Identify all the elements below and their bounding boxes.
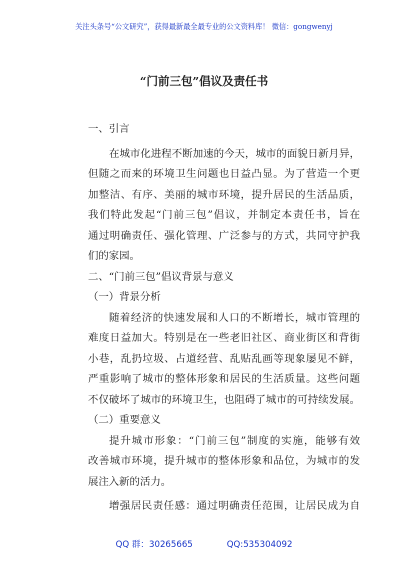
paragraph-line: 但随之而来的环境卫生问题也日益凸显。为了营造一个更 xyxy=(88,168,360,180)
section-heading-background: 二、“门前三包”倡议背景与意义 xyxy=(88,270,234,283)
paragraph-line: 小巷，乱扔垃圾、占道经营、乱贴乱画等现象屡见不鲜， xyxy=(88,352,360,365)
paragraph-line: 展注入新的活力。 xyxy=(88,475,172,488)
section-heading-introduction: 一、引言 xyxy=(88,123,130,135)
subsection-heading-significance: （二）重要意义 xyxy=(88,414,161,426)
paragraph-line: 不仅破坏了城市的环境卫生，也阻碍了城市的可持续发展。 xyxy=(88,393,360,406)
subsection-heading-analysis: （一）背景分析 xyxy=(88,291,161,303)
footer-qq-group: QQ 群：30265665 xyxy=(115,540,193,550)
header-banner: 关注头条号“公文研究”，获得最新最全最专业的公文资料库！ 微信：gongwenyj xyxy=(75,22,333,31)
paragraph-line: 随着经济的快速发展和人口的不断增长，城市管理的 xyxy=(109,311,360,324)
paragraph-line: 提升城市形象：“门前三包”制度的实施，能够有效 xyxy=(109,434,360,447)
footer-qq: QQ:535304092 xyxy=(226,540,293,550)
paragraph-line: 难度日益加大。特别是在一些老旧社区、商业街区和背街 xyxy=(88,332,360,344)
paragraph-line: 在城市化进程不断加速的今天，城市的面貌日新月异， xyxy=(109,147,360,160)
footer-contact xyxy=(0,538,408,550)
paragraph-line: 严重影响了城市的整体形象和居民的生活质量。这些问题 xyxy=(88,373,360,385)
paragraph-line: 我们特此发起“门前三包”倡议，并制定本责任书，旨在 xyxy=(88,209,360,221)
paragraph-line: 们的家园。 xyxy=(88,250,140,262)
paragraph-line: 改善城市环境，提升城市的整体形象和品位，为城市的发 xyxy=(88,455,360,467)
paragraph-line: 增强居民责任感：通过明确责任范围，让居民成为自 xyxy=(109,500,360,512)
paragraph-line: 通过明确责任、强化管理、广泛参与的方式，共同守护我 xyxy=(88,229,360,242)
paragraph-line: 加整洁、有序、美丽的城市环境，提升居民的生活品质， xyxy=(88,188,360,201)
document-title: “门前三包”倡议及责任书 xyxy=(139,74,269,88)
document-body xyxy=(88,119,360,517)
